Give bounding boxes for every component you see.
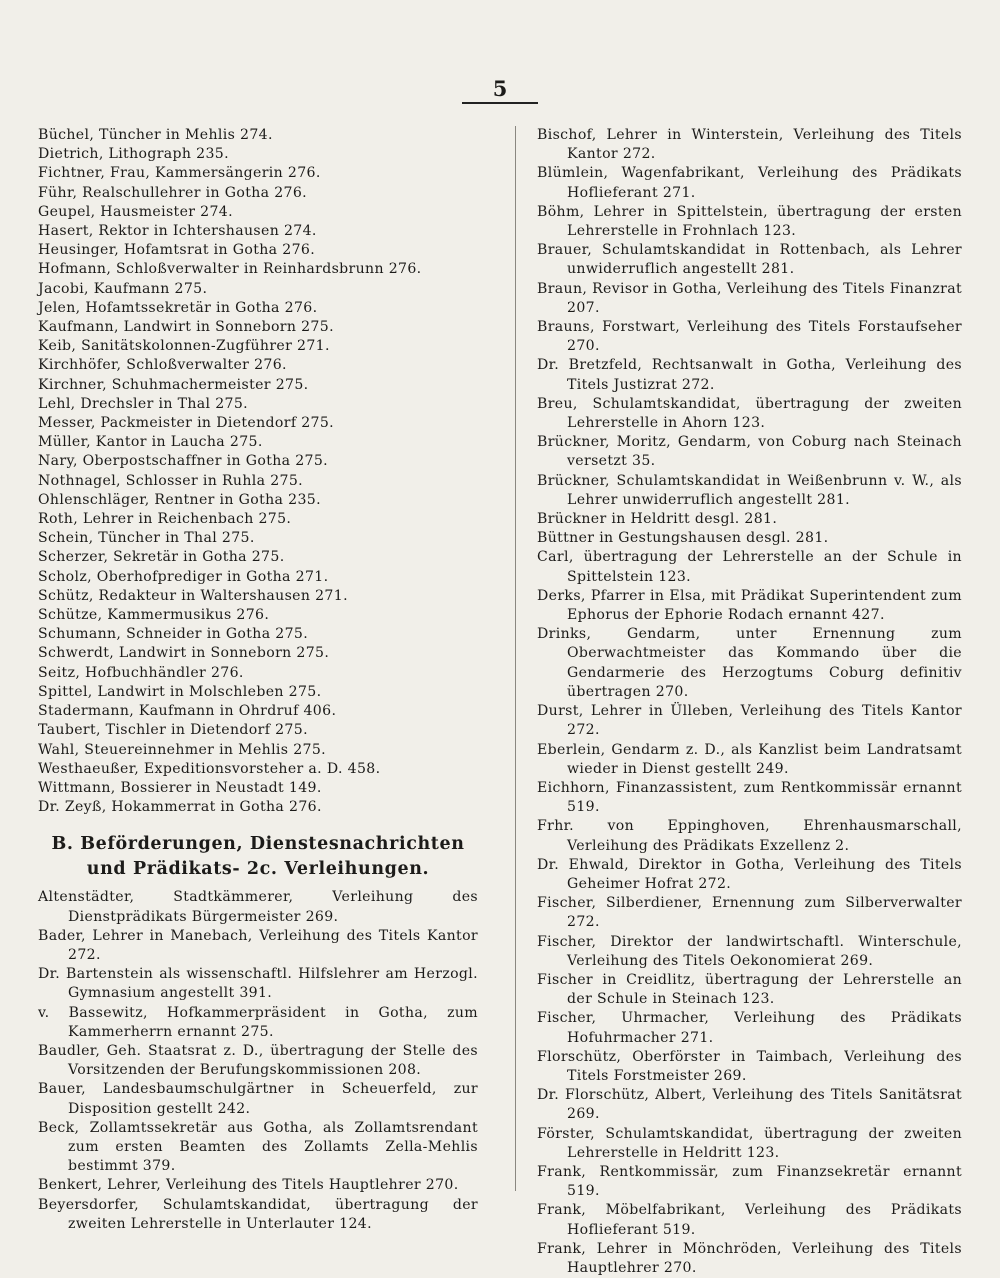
list-item: Blümlein, Wagenfabrikant, Verleihung des Prädikats Hoflieferant 271. [537, 165, 962, 201]
list-item: Frank, Möbelfabrikant, Verleihung des Prädikats Hoflieferant 519. [537, 1202, 962, 1238]
list-item: Durst, Lehrer in Ülleben, Verleihung des Titels Kantor 272. [537, 703, 962, 739]
list-item: Dr. Bretzfeld, Rechtsanwalt in Gotha, Verleihung des Titels Justizrat 272. [537, 357, 962, 393]
left-entry-list-section-b [38, 888, 478, 1234]
list-item: Taubert, Tischler in Dietendorf 275. [38, 722, 308, 739]
list-item: Spittel, Landwirt in Molschleben 275. [38, 683, 322, 700]
left-entry-list [38, 126, 478, 817]
list-item: Dr. Ehwald, Direktor in Gotha, Verleihung des Titels Geheimer Hofrat 272. [537, 856, 962, 892]
list-item: Dietrich, Lithograph 235. [38, 146, 229, 163]
list-item: Messer, Packmeister in Dietendorf 275. [38, 415, 334, 432]
section-heading: B. Beförderungen, Dienstesnachrichten und Prädikats- 2c. Verleihungen. [51, 834, 465, 880]
list-item: Bischof, Lehrer in Winterstein, Verleihung des Titels Kantor 272. [537, 127, 962, 163]
list-item: Büchel, Tüncher in Mehlis 274. [38, 127, 273, 143]
list-item: Fischer, Silberdiener, Ernennung zum Silberverwalter 272. [537, 895, 962, 931]
list-item: Roth, Lehrer in Reichenbach 275. [38, 511, 292, 528]
list-item: Schütze, Kammermusikus 276. [38, 607, 270, 624]
list-item: Böhm, Lehrer in Spittelstein, übertragung der ersten Lehrerstelle in Frohnlach 123. [537, 203, 962, 240]
page-number: 5 [492, 76, 508, 101]
header-rule [462, 102, 538, 104]
list-item: Carl, übertragung der Lehrerstelle an der Schule in Spittelstein 123. [537, 549, 962, 585]
list-item: Müller, Kantor in Laucha 275. [38, 434, 263, 451]
list-item: Führ, Realschullehrer in Gotha 276. [38, 184, 308, 201]
list-item: Westhaeußer, Expeditionsvorsteher a. D. 458. [38, 760, 381, 777]
list-item: Florschütz, Oberförster in Taimbach, Verleihung des Titels Forstmeister 269. [537, 1048, 962, 1084]
list-item: Schumann, Schneider in Gotha 275. [38, 626, 309, 643]
list-item: Scherzer, Sekretär in Gotha 275. [38, 549, 285, 566]
list-item: Derks, Pfarrer in Elsa, mit Prädikat Superintendent zum Ephorus der Ephorie Rodach ernannt 427. [537, 587, 962, 624]
list-item: Dr. Florschütz, Albert, Verleihung des Titels Sanitätsrat 269. [537, 1087, 962, 1123]
list-item: Brückner in Heldritt desgl. 281. [537, 511, 778, 528]
list-item: Altenstädter, Stadtkämmerer, Verleihung des Dienstprädikats Bürgermeister 269. [38, 889, 478, 925]
list-item: Nary, Oberpostschaffner in Gotha 275. [38, 453, 329, 470]
list-item: Frank, Lehrer in Mönchröden, Verleihung des Titels Hauptlehrer 270. [537, 1240, 962, 1276]
list-item: Schwerdt, Landwirt in Sonneborn 275. [38, 645, 330, 662]
list-item: Jacobi, Kaufmann 275. [38, 280, 208, 297]
list-item: Breu, Schulamtskandidat, übertragung der zweiten Lehrerstelle in Ahorn 123. [537, 395, 962, 432]
list-item: Fischer, Direktor der landwirtschaftl. Winterschule, Verleihung des Titels Oekonomierat 269. [537, 933, 962, 969]
list-item: Kaufmann, Landwirt in Sonneborn 275. [38, 319, 334, 336]
list-item: Büttner in Gestungshausen desgl. 281. [537, 530, 829, 547]
list-item: Brauer, Schulamtskandidat in Rottenbach, als Lehrer unwiderruflich angestellt 281. [537, 242, 962, 278]
right-entry-list [537, 126, 962, 1278]
list-item: Benkert, Lehrer, Verleihung des Titels Hauptlehrer 270. [38, 1177, 459, 1194]
list-item: Kirchhöfer, Schloßverwalter 276. [38, 357, 287, 374]
right-column [537, 126, 962, 1278]
list-item: Frank, Rentkommissär, zum Finanzsekretär ernannt 519. [537, 1163, 962, 1200]
list-item: Brückner, Moritz, Gendarm, von Coburg nach Steinach versetzt 35. [537, 434, 962, 470]
list-item: Ohlenschläger, Rentner in Gotha 235. [38, 491, 321, 508]
list-item: Eichhorn, Finanzassistent, zum Rentkommissär ernannt 519. [537, 779, 962, 816]
list-item: v. Bassewitz, Hofkammerpräsident in Gotha, zum Kammerherrn ernannt 275. [38, 1004, 478, 1040]
list-item: Nothnagel, Schlosser in Ruhla 275. [38, 472, 304, 489]
list-item: Bader, Lehrer in Manebach, Verleihung des Titels Kantor 272. [38, 927, 478, 963]
list-item: Fichtner, Frau, Kammersängerin 276. [38, 165, 321, 182]
list-item: Förster, Schulamtskandidat, übertragung der zweiten Lehrerstelle in Heldritt 123. [537, 1125, 962, 1161]
list-item: Schein, Tüncher in Thal 275. [38, 530, 255, 547]
list-item: Baudler, Geh. Staatsrat z. D., übertragung der Stelle des Vorsitzenden der Berufungskommissionen 208. [38, 1042, 478, 1079]
list-item: Keib, Sanitätskolonnen-Zugführer 271. [38, 338, 330, 355]
list-item: Fischer in Creidlitz, übertragung der Lehrerstelle an der Schule in Steinach 123. [537, 971, 962, 1008]
list-item: Dr. Bartenstein als wissenschaftl. Hilfslehrer am Herzogl. Gymnasium angestellt 391. [38, 966, 478, 1002]
list-item: Seitz, Hofbuchhändler 276. [38, 664, 244, 681]
list-item: Brückner, Schulamtskandidat in Weißenbrunn v. W., als Lehrer unwiderruflich angestellt 281. [537, 472, 962, 508]
list-item: Wahl, Steuereinnehmer in Mehlis 275. [38, 741, 326, 758]
list-item: Brauns, Forstwart, Verleihung des Titels Forstaufseher 270. [537, 319, 962, 355]
list-item: Scholz, Oberhofprediger in Gotha 271. [38, 568, 329, 585]
list-item: Beck, Zollamtssekretär aus Gotha, als Zollamtsrendant zum ersten Beamten des Zollamts Zella-Mehlis bestimmt 379. [38, 1119, 478, 1175]
list-item: Braun, Revisor in Gotha, Verleihung des Titels Finanzrat 207. [537, 280, 962, 316]
list-item: Heusinger, Hofamtsrat in Gotha 276. [38, 242, 316, 259]
list-item: Bauer, Landesbaumschulgärtner in Scheuerfeld, zur Disposition gestellt 242. [38, 1081, 478, 1117]
list-item: Stadermann, Kaufmann in Ohrdruf 406. [38, 703, 337, 720]
list-item: Fischer, Uhrmacher, Verleihung des Prädikats Hofuhrmacher 271. [537, 1010, 962, 1046]
list-item: Beyersdorfer, Schulamtskandidat, übertragung der zweiten Lehrerstelle in Unterlauter 124. [38, 1196, 478, 1232]
list-item: Wittmann, Bossierer in Neustadt 149. [38, 779, 322, 796]
list-item: Geupel, Hausmeister 274. [38, 203, 233, 220]
list-item: Eberlein, Gendarm z. D., als Kanzlist beim Landratsamt wieder in Dienst gestellt 249. [537, 741, 962, 777]
list-item: Kirchner, Schuhmachermeister 275. [38, 376, 309, 393]
list-item: Lehl, Drechsler in Thal 275. [38, 395, 249, 412]
list-item: Drinks, Gendarm, unter Ernennung zum Oberwachtmeister das Kommando über die Gendarmerie des Herzogtums Coburg definitiv übertragen 270. [537, 626, 962, 700]
left-column [38, 126, 478, 1234]
list-item: Jelen, Hofamtssekretär in Gotha 276. [38, 299, 318, 316]
list-item: Schütz, Redakteur in Waltershausen 271. [38, 587, 348, 604]
list-item: Frhr. von Eppinghoven, Ehrenhausmarschall, Verleihung des Prädikats Exzellenz 2. [537, 818, 962, 854]
list-item: Hasert, Rektor in Ichtershausen 274. [38, 223, 317, 240]
list-item: Hofmann, Schloßverwalter in Reinhardsbrunn 276. [38, 261, 422, 278]
column-divider [515, 126, 516, 1191]
list-item: Dr. Zeyß, Hokammerrat in Gotha 276. [38, 799, 322, 816]
